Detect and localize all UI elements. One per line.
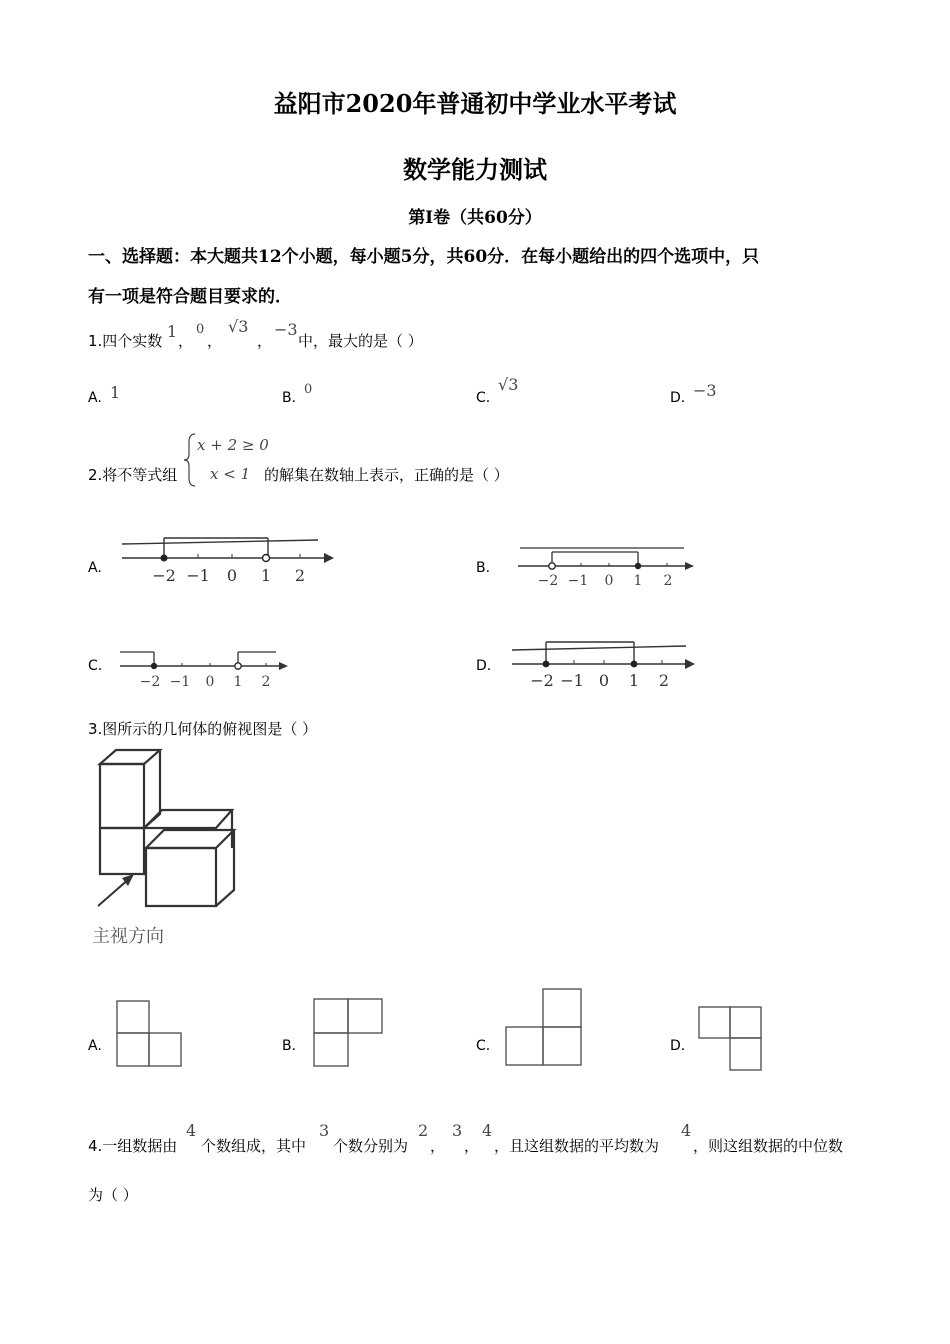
question-1-number-3: √3	[228, 317, 249, 336]
tick-label: −1	[567, 573, 589, 589]
question-4-text: ，则这组数据的中位数	[693, 1137, 844, 1155]
number-line-option-d	[508, 638, 708, 694]
tick-label: −1	[169, 674, 191, 690]
tick-label: 2	[658, 671, 670, 690]
question-1-suffix: 中，最大的是（ ）	[298, 332, 423, 350]
question-4-number: 3	[452, 1121, 463, 1140]
inequality-2: x < 1	[210, 465, 251, 483]
number-line-option-c	[116, 642, 296, 694]
q3-option-c-figure	[505, 988, 585, 1068]
tick-label: 2	[261, 674, 271, 690]
tick-label: −2	[152, 566, 176, 585]
question-4-line2: 为（ ）	[88, 1186, 138, 1204]
tick-label: −1	[560, 671, 584, 690]
question-4-text: 个数组成，其中	[201, 1137, 307, 1155]
question-3-text: 3.图所示的几何体的俯视图是（ ）	[88, 720, 318, 738]
question-1-separator: ，	[257, 332, 273, 350]
tick-label: 1	[633, 573, 643, 589]
q1-option-b-label[interactable]: B.	[282, 390, 297, 406]
question-1-number-2: 0	[196, 322, 205, 337]
q3-option-d-figure	[698, 1006, 764, 1072]
tick-label: 0	[604, 573, 614, 589]
question-4-separator: ，	[464, 1137, 480, 1155]
q2-option-b-label[interactable]: B.	[476, 560, 491, 576]
tick-label: −1	[186, 566, 210, 585]
tick-label: 1	[628, 671, 640, 690]
tick-label: 2	[294, 566, 306, 585]
tick-label: 1	[233, 674, 243, 690]
q3-option-a-figure	[116, 1000, 184, 1070]
tick-label: 1	[260, 566, 272, 585]
q1-option-c-value: √3	[498, 375, 519, 394]
q2-option-a-label[interactable]: A.	[88, 560, 102, 576]
question-4-separator: ，	[430, 1137, 446, 1155]
q1-option-a-value: 1	[110, 383, 121, 402]
q1-option-d-label[interactable]: D.	[670, 390, 686, 406]
q3-option-c-label[interactable]: C.	[476, 1038, 491, 1054]
q1-option-d-value: −3	[693, 381, 717, 400]
part-heading: 第Ⅰ卷（共60分）	[408, 208, 542, 228]
q3-option-d-label[interactable]: D.	[670, 1038, 686, 1054]
q1-option-b-value: 0	[304, 382, 313, 397]
question-4-number: 2	[418, 1121, 429, 1140]
q2-option-c-label[interactable]: C.	[88, 658, 103, 674]
q1-option-c-label[interactable]: C.	[476, 390, 491, 406]
tick-label: −2	[537, 573, 559, 589]
q2-option-d-label[interactable]: D.	[476, 658, 492, 674]
question-4-text: ，且这组数据的平均数为	[494, 1137, 660, 1155]
q3-option-b-label[interactable]: B.	[282, 1038, 297, 1054]
tick-label: 2	[663, 573, 673, 589]
q3-option-b-figure	[313, 998, 385, 1068]
question-1-number-4: −3	[274, 320, 298, 339]
question-1-separator: ，	[178, 332, 194, 350]
question-4-text: 个数分别为	[333, 1137, 409, 1155]
number-line-option-b	[514, 540, 704, 592]
tick-label: 0	[598, 671, 610, 690]
figure-caption: 主视方向	[92, 926, 164, 947]
tick-label: −2	[139, 674, 161, 690]
inequality-1: x + 2 ≥ 0	[197, 436, 269, 454]
inequality-system-brace	[183, 432, 197, 488]
question-2-prefix: 2.将不等式组	[88, 466, 178, 484]
q3-option-a-label[interactable]: A.	[88, 1038, 102, 1054]
question-4-number: 4	[681, 1121, 692, 1140]
tick-label: −2	[530, 671, 554, 690]
tick-label: 0	[205, 674, 215, 690]
question-4-number: 4	[482, 1121, 493, 1140]
number-line-option-a	[118, 530, 340, 590]
section-instructions-line1: 一、选择题：本大题共12个小题，每小题5分，共60分．在每小题给出的四个选项中，只	[88, 247, 760, 267]
question-4-text: 4.一组数据由	[88, 1137, 178, 1155]
q1-option-a-label[interactable]: A.	[88, 390, 102, 406]
solid-figure	[90, 748, 250, 908]
question-4-number: 3	[319, 1121, 330, 1140]
question-4-number: 4	[186, 1121, 197, 1140]
question-1-separator: ，	[207, 332, 223, 350]
section-instructions-line2: 有一项是符合题目要求的．	[88, 287, 292, 307]
exam-title: 益阳市2020年普通初中学业水平考试	[273, 89, 677, 118]
question-2-suffix: 的解集在数轴上表示，正确的是（ ）	[264, 466, 509, 484]
question-1-number-1: 1	[167, 322, 178, 341]
exam-subtitle: 数学能力测试	[403, 155, 547, 184]
question-1-prefix: 1.四个实数	[88, 332, 163, 350]
tick-label: 0	[226, 566, 238, 585]
